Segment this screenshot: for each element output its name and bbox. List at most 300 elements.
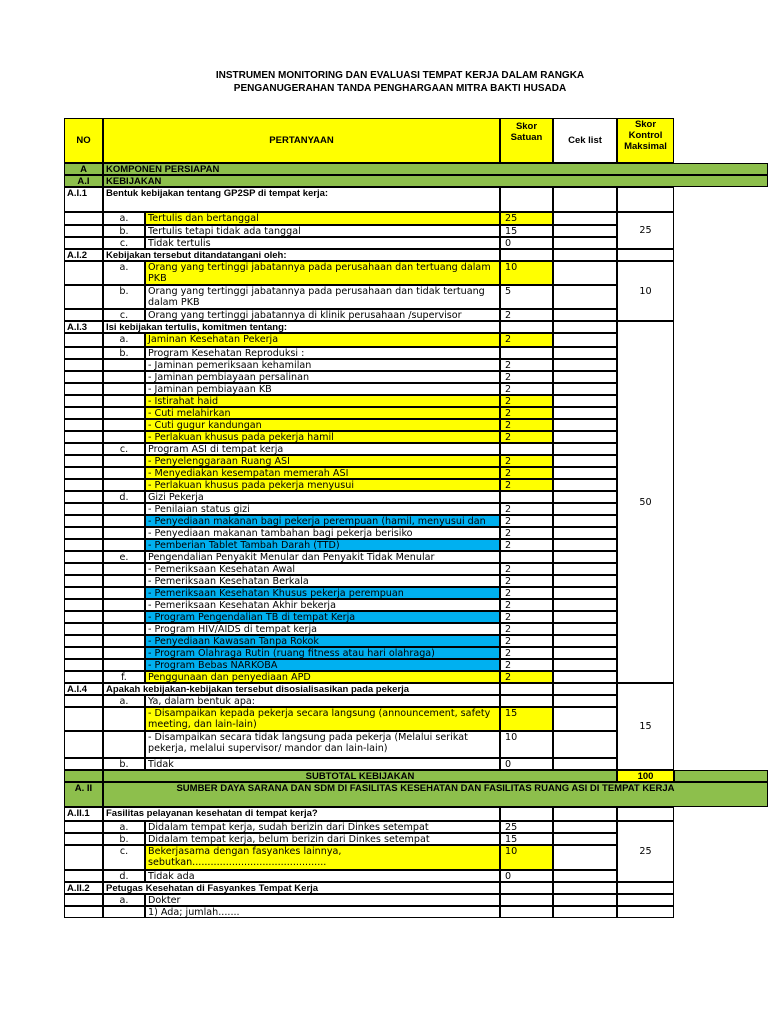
option-text-text: - Penyediaan Kawasan Tanpa Rokok	[148, 636, 319, 647]
option-text	[145, 419, 500, 431]
option-text-text: - Jaminan pembiayaan persalinan	[148, 372, 310, 383]
option-letter-text: c.	[119, 846, 129, 857]
document-title-line2: PENGANUGERAHAN TANDA PENGHARGAAN MITRA BAKTI HUSADA	[233, 83, 567, 94]
option-text	[145, 647, 500, 659]
question-text	[103, 807, 500, 821]
option-text-text: - Jaminan pembiayaan KB	[148, 384, 272, 395]
checklist-cell	[553, 575, 617, 587]
checklist-cell	[553, 321, 617, 333]
checklist-cell	[553, 587, 617, 599]
option-text	[145, 443, 500, 455]
option-text-text: - Cuti melahirkan	[148, 408, 231, 419]
option-text-text: - Jaminan pemeriksaan kehamilan	[148, 360, 312, 371]
section-title	[103, 175, 768, 187]
score-cell-text: 10	[505, 846, 518, 857]
score-cell-text: 15	[505, 226, 518, 237]
question-text	[103, 249, 500, 261]
option-text-text: Tertulis dan bertanggal	[148, 213, 259, 224]
option-letter	[103, 491, 145, 503]
option-text	[145, 731, 500, 758]
option-text-text: - Pemberian Tablet Tambah Darah (TTD)	[148, 540, 340, 551]
option-letter	[103, 285, 145, 309]
score-cell	[500, 906, 553, 918]
option-letter	[103, 527, 145, 539]
section-title	[103, 782, 768, 807]
score-cell-text: 2	[505, 480, 512, 491]
score-cell	[500, 707, 553, 731]
checklist-cell	[553, 671, 617, 683]
option-text-text: - Pemeriksaan Kesehatan Berkala	[148, 576, 309, 587]
checklist-cell	[553, 845, 617, 870]
row-number	[64, 407, 103, 419]
question-text	[103, 321, 500, 333]
option-text-text: Didalam tempat kerja, belum berizin dari Dinkes setempat	[148, 834, 430, 845]
option-text	[145, 599, 500, 611]
option-letter	[103, 870, 145, 882]
score-cell	[500, 870, 553, 882]
score-cell	[500, 551, 553, 563]
checklist-cell	[553, 455, 617, 467]
row-number	[64, 371, 103, 383]
option-letter-text: a.	[119, 213, 129, 224]
option-letter	[103, 431, 145, 443]
row-number	[64, 347, 103, 359]
option-text	[145, 455, 500, 467]
header-pertanyaan	[103, 118, 500, 163]
row-number	[64, 479, 103, 491]
option-text	[145, 587, 500, 599]
max-score-cell-text: 10	[639, 285, 652, 297]
option-letter	[103, 833, 145, 845]
subtotal-label-text: SUBTOTAL KEBIJAKAN	[305, 771, 415, 782]
section-id	[64, 175, 103, 187]
max-score-cell-text: 25	[639, 225, 652, 236]
max-score-cell	[617, 321, 674, 683]
option-text	[145, 707, 500, 731]
option-letter	[103, 599, 145, 611]
score-cell	[500, 285, 553, 309]
row-number	[64, 527, 103, 539]
score-cell	[500, 491, 553, 503]
row-number	[64, 833, 103, 845]
row-number-text: A.I.1	[67, 188, 88, 199]
row-number	[64, 285, 103, 309]
option-letter	[103, 419, 145, 431]
score-cell	[500, 395, 553, 407]
option-text	[145, 261, 500, 285]
row-number	[64, 695, 103, 707]
option-letter	[103, 731, 145, 758]
option-letter	[103, 821, 145, 833]
score-cell	[500, 431, 553, 443]
option-letter	[103, 695, 145, 707]
score-cell	[500, 527, 553, 539]
option-text	[145, 333, 500, 347]
option-letter	[103, 647, 145, 659]
max-score-cell-text: 15	[639, 721, 652, 732]
option-letter-text: d.	[119, 871, 129, 882]
score-cell-text: 2	[505, 612, 512, 623]
checklist-cell	[553, 870, 617, 882]
option-text	[145, 906, 500, 918]
score-cell-text: 2	[505, 408, 512, 419]
score-cell-text: 2	[505, 468, 512, 479]
option-letter	[103, 225, 145, 237]
max-score-cell	[617, 212, 674, 249]
score-cell	[500, 575, 553, 587]
option-text	[145, 491, 500, 503]
option-text-text: Didalam tempat kerja, sudah berizin dari Dinkes setempat	[148, 822, 429, 833]
checklist-cell	[553, 479, 617, 491]
score-cell	[500, 237, 553, 249]
score-cell-text: 2	[505, 624, 512, 635]
option-letter	[103, 587, 145, 599]
score-cell	[500, 212, 553, 225]
checklist-cell	[553, 707, 617, 731]
option-letter	[103, 515, 145, 527]
score-cell	[500, 467, 553, 479]
score-cell-text: 2	[505, 310, 512, 321]
header-no	[64, 118, 103, 163]
option-letter	[103, 707, 145, 731]
option-letter-text: a.	[119, 895, 129, 906]
option-letter	[103, 237, 145, 249]
option-text	[145, 635, 500, 647]
option-text-text: Gizi Pekerja	[148, 492, 204, 503]
score-cell	[500, 599, 553, 611]
score-cell	[500, 659, 553, 671]
score-cell-text: 0	[505, 759, 512, 770]
option-text-text: - Program Olahraga Rutin (ruang fitness atau hari olahraga)	[148, 648, 435, 659]
header-skor-kontrol-text: Skor Kontrol Maksimal	[624, 119, 667, 152]
row-number	[64, 187, 103, 212]
row-number	[64, 515, 103, 527]
checklist-cell	[553, 623, 617, 635]
option-letter	[103, 563, 145, 575]
option-text-text: - Program Pengendalian TB di tempat Kerja	[148, 612, 356, 623]
score-cell	[500, 371, 553, 383]
option-letter	[103, 623, 145, 635]
score-cell	[500, 539, 553, 551]
option-letter-text: a.	[119, 262, 129, 273]
row-number	[64, 647, 103, 659]
score-cell-text: 25	[505, 822, 518, 833]
option-text	[145, 671, 500, 683]
option-text-text: Tidak ada	[148, 871, 195, 882]
row-number	[64, 587, 103, 599]
option-letter	[103, 443, 145, 455]
option-text-text: Orang yang tertinggi jabatannya di klinik perusahaan /supervisor	[148, 310, 462, 321]
score-cell	[500, 321, 553, 333]
score-cell	[500, 683, 553, 695]
score-cell-text: 2	[505, 504, 512, 515]
checklist-cell	[553, 551, 617, 563]
score-cell-text: 15	[505, 708, 518, 719]
option-text	[145, 821, 500, 833]
section-title-text: KOMPONEN PERSIAPAN	[106, 164, 220, 175]
option-text	[145, 611, 500, 623]
score-cell	[500, 455, 553, 467]
option-text	[145, 383, 500, 395]
score-cell-text: 2	[505, 456, 512, 467]
checklist-cell	[553, 906, 617, 918]
header-skor-kontrol	[617, 118, 674, 163]
option-letter	[103, 479, 145, 491]
option-letter	[103, 635, 145, 647]
option-text-text: - Menyediakan kesempatan memerah ASI	[148, 468, 349, 479]
section-id	[64, 782, 103, 807]
checklist-cell	[553, 821, 617, 833]
option-letter	[103, 539, 145, 551]
section-id	[64, 163, 103, 175]
option-letter	[103, 551, 145, 563]
header-skor-satuan-text: Skor Satuan	[510, 121, 543, 143]
score-cell	[500, 187, 553, 212]
score-cell	[500, 695, 553, 707]
score-cell	[500, 731, 553, 758]
row-number	[64, 225, 103, 237]
option-text-text: - Perlakuan khusus pada pekerja hamil	[148, 432, 334, 443]
header-cek-list-text: Cek list	[568, 135, 602, 146]
score-cell-text: 2	[505, 432, 512, 443]
option-text	[145, 894, 500, 906]
option-text	[145, 395, 500, 407]
option-text	[145, 309, 500, 321]
option-text	[145, 467, 500, 479]
row-number-text: A.II.1	[67, 808, 90, 819]
option-text-text: - Penyediaan makanan bagi pekerja perempuan (hamil, menyusui dan	[148, 516, 486, 527]
score-cell	[500, 821, 553, 833]
section-title-text: SUMBER DAYA SARANA DAN SDM DI FASILITAS KESEHATAN DAN FASILITAS RUANG ASI DI TEMPAT KERJA	[176, 783, 675, 794]
row-number	[64, 249, 103, 261]
score-cell	[500, 845, 553, 870]
option-text-text: - Disampaikan secara tidak langsung pada pekerja (Melalui serikat pekerja, melalui supervisor/ mandor dan lain-lain)	[148, 732, 468, 754]
row-number	[64, 321, 103, 333]
score-cell-text: 2	[505, 564, 512, 575]
row-number	[64, 731, 103, 758]
header-no-text: NO	[76, 135, 91, 146]
row-number-text: A.I.4	[67, 684, 88, 695]
option-text-text: Orang yang tertinggi jabatannya pada perusahaan dan tertuang dalam PKB	[148, 262, 491, 284]
option-letter	[103, 845, 145, 870]
checklist-cell	[553, 249, 617, 261]
score-cell-text: 2	[505, 648, 512, 659]
row-number	[64, 599, 103, 611]
option-letter-text: c.	[119, 310, 129, 321]
score-cell-text: 10	[505, 262, 518, 273]
option-text	[145, 527, 500, 539]
row-number	[64, 383, 103, 395]
score-cell-text: 2	[505, 396, 512, 407]
row-number	[64, 359, 103, 371]
score-cell-text: 0	[505, 238, 512, 249]
checklist-cell	[553, 833, 617, 845]
option-text-text: Tidak	[148, 759, 174, 770]
subtotal-label	[103, 770, 617, 782]
row-number	[64, 212, 103, 225]
row-number	[64, 882, 103, 894]
score-cell	[500, 309, 553, 321]
option-letter-text: a.	[119, 822, 129, 833]
checklist-cell	[553, 187, 617, 212]
option-letter	[103, 671, 145, 683]
score-cell-text: 2	[505, 528, 512, 539]
option-text-text: - Istirahat haid	[148, 396, 219, 407]
row-number	[64, 758, 103, 770]
row-number	[64, 443, 103, 455]
checklist-cell	[553, 659, 617, 671]
option-text	[145, 359, 500, 371]
score-cell	[500, 383, 553, 395]
option-letter	[103, 309, 145, 321]
row-number	[64, 503, 103, 515]
checklist-cell	[553, 407, 617, 419]
option-text	[145, 407, 500, 419]
row-number	[64, 683, 103, 695]
checklist-cell	[553, 515, 617, 527]
option-letter-text: d.	[119, 492, 129, 503]
section-id-text: A. II	[74, 783, 93, 794]
option-letter	[103, 359, 145, 371]
checklist-cell	[553, 599, 617, 611]
score-cell-text: 2	[505, 600, 512, 611]
row-number	[64, 467, 103, 479]
max-score-cell	[617, 894, 674, 906]
row-number	[64, 635, 103, 647]
checklist-cell	[553, 758, 617, 770]
option-letter	[103, 906, 145, 918]
row-number	[64, 431, 103, 443]
max-score-cell-text: 50	[639, 496, 652, 508]
option-letter-text: b.	[119, 759, 129, 770]
option-text-text: - Program HIV/AIDS di tempat kerja	[148, 624, 317, 635]
checklist-cell	[553, 647, 617, 659]
score-cell-text: 15	[505, 834, 518, 845]
option-letter-text: c.	[119, 444, 129, 455]
option-text	[145, 551, 500, 563]
row-number	[64, 659, 103, 671]
checklist-cell	[553, 261, 617, 285]
option-text	[145, 225, 500, 237]
question-text-text: Fasilitas pelayanan kesehatan di tempat kerja?	[106, 808, 318, 819]
score-cell	[500, 225, 553, 237]
checklist-cell	[553, 443, 617, 455]
score-cell-text: 2	[505, 660, 512, 671]
checklist-cell	[553, 285, 617, 309]
option-text	[145, 347, 500, 359]
checklist-cell	[553, 225, 617, 237]
checklist-cell	[553, 882, 617, 894]
section-id-text: A	[80, 164, 87, 175]
option-letter-text: b.	[119, 226, 129, 237]
option-text-text: Program ASI di tempat kerja	[148, 444, 284, 455]
option-text-text: - Pemeriksaan Kesehatan Akhir bekerja	[148, 600, 336, 611]
option-text-text: - Program Bebas NARKOBA	[148, 660, 278, 671]
row-number	[64, 395, 103, 407]
option-letter-text: e.	[119, 552, 129, 563]
score-cell-text: 10	[505, 732, 518, 743]
option-letter-text: b.	[119, 834, 129, 845]
option-letter	[103, 371, 145, 383]
option-text-text: Penggunaan dan penyediaan APD	[148, 672, 311, 683]
row-number	[64, 845, 103, 870]
question-text	[103, 187, 500, 212]
option-letter-text: a.	[119, 334, 129, 345]
max-score-cell	[617, 906, 674, 918]
option-text	[145, 659, 500, 671]
option-text	[145, 563, 500, 575]
option-letter	[103, 212, 145, 225]
option-letter	[103, 894, 145, 906]
option-text-text: Dokter	[148, 895, 181, 906]
question-text-text: Petugas Kesehatan di Fasyankes Tempat Kerja	[106, 883, 319, 894]
option-text-text: Orang yang tertinggi jabatannya pada perusahaan dan tidak tertuang dalam PKB	[148, 286, 485, 308]
score-cell	[500, 671, 553, 683]
row-number-text: A.I.3	[67, 322, 88, 333]
option-letter	[103, 503, 145, 515]
checklist-cell	[553, 212, 617, 225]
checklist-cell	[553, 611, 617, 623]
score-cell-text: 2	[505, 360, 512, 371]
header-pertanyaan-text: PERTANYAAN	[269, 135, 334, 146]
checklist-cell	[553, 491, 617, 503]
score-cell	[500, 635, 553, 647]
question-text-text: Apakah kebijakan-kebijakan tersebut disosialisasikan pada pekerja	[106, 684, 410, 695]
row-number-text: A.II.2	[67, 883, 90, 894]
checklist-cell	[553, 527, 617, 539]
option-letter	[103, 611, 145, 623]
row-number	[64, 807, 103, 821]
option-text-text: 1) Ada; jumlah.......	[148, 907, 240, 918]
option-text	[145, 285, 500, 309]
document-title-line1: INSTRUMEN MONITORING DAN EVALUASI TEMPAT KERJA DALAM RANGKA	[215, 70, 585, 81]
row-number	[64, 563, 103, 575]
option-text-text: Ya, dalam bentuk apa:	[148, 696, 256, 707]
score-cell-text: 2	[505, 420, 512, 431]
score-cell	[500, 503, 553, 515]
option-text	[145, 833, 500, 845]
option-text	[145, 371, 500, 383]
option-text	[145, 575, 500, 587]
option-text-text: Pengendalian Penyakit Menular dan Penyakit Tidak Menular	[148, 552, 435, 563]
score-cell	[500, 623, 553, 635]
score-cell-text: 2	[505, 384, 512, 395]
row-number	[64, 821, 103, 833]
option-text-text: - Penyediaan makanan tambahan bagi pekerja berisiko	[148, 528, 413, 539]
option-text-text: Program Kesehatan Reproduksi :	[148, 348, 305, 359]
checklist-cell	[553, 333, 617, 347]
score-cell	[500, 359, 553, 371]
question-text	[103, 683, 500, 695]
option-letter	[103, 347, 145, 359]
score-cell	[500, 479, 553, 491]
score-cell-text: 25	[505, 213, 518, 224]
score-cell-text: 2	[505, 588, 512, 599]
option-text	[145, 431, 500, 443]
option-letter	[103, 467, 145, 479]
score-cell	[500, 587, 553, 599]
row-number	[64, 333, 103, 347]
question-text	[103, 882, 500, 894]
score-cell	[500, 894, 553, 906]
row-number	[64, 491, 103, 503]
option-letter-text: f.	[121, 672, 127, 683]
option-text	[145, 212, 500, 225]
checklist-cell	[553, 371, 617, 383]
row-number	[64, 261, 103, 285]
score-cell	[500, 515, 553, 527]
score-cell-text: 5	[505, 286, 512, 297]
